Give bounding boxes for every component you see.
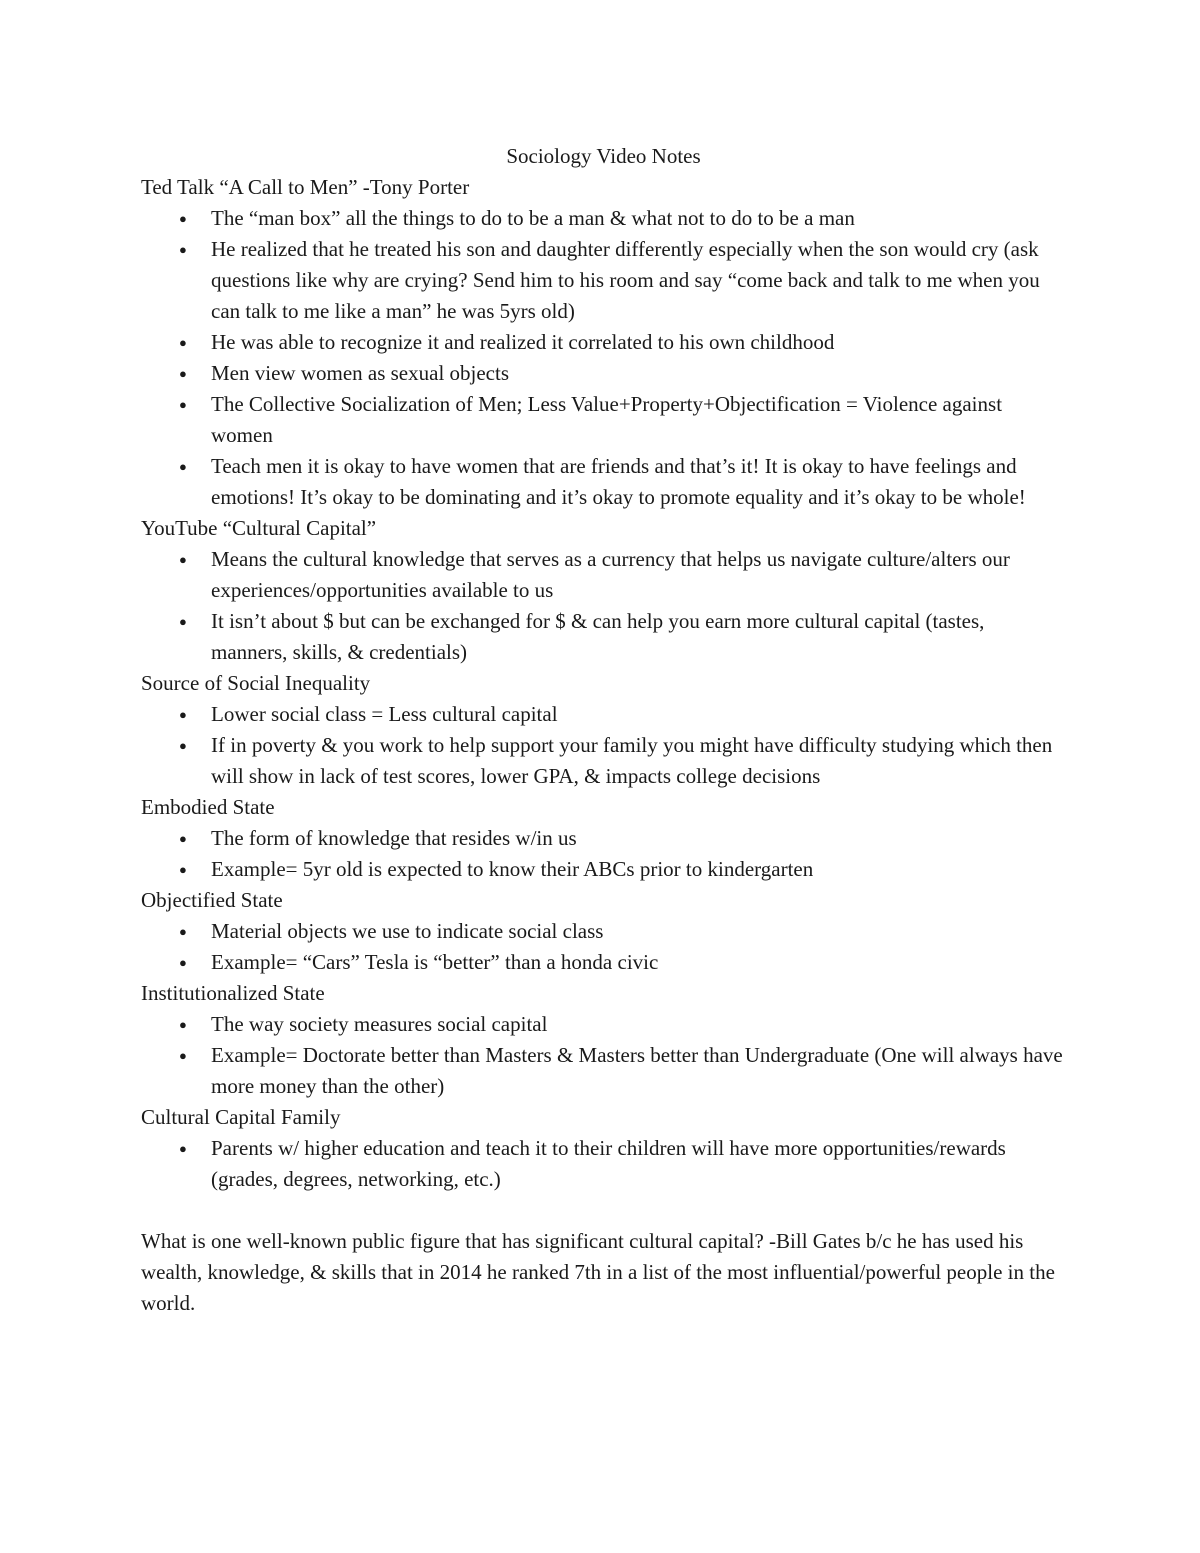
bullet-icon: ● bbox=[179, 459, 187, 474]
list-item bbox=[179, 451, 1066, 513]
bullet-icon: ● bbox=[179, 831, 187, 846]
list-item-text: He was able to recognize it and realized it correlated to his own childhood bbox=[211, 330, 835, 354]
list-item bbox=[179, 327, 1066, 358]
bullet-list bbox=[141, 203, 1066, 513]
list-item-text: He realized that he treated his son and daughter differently especially when the son would cry (ask questions like why are crying? Send him to his room and say “come back and talk to me when you can talk to me like a man” he was 5yrs old) bbox=[211, 237, 1040, 323]
bullet-icon: ● bbox=[179, 707, 187, 722]
blank-line bbox=[141, 1195, 1066, 1226]
list-item bbox=[179, 234, 1066, 327]
bullet-icon: ● bbox=[179, 552, 187, 567]
bullet-list bbox=[141, 544, 1066, 668]
bullet-list bbox=[141, 1133, 1066, 1195]
section-objectified-state bbox=[141, 885, 1066, 978]
section-social-inequality bbox=[141, 668, 1066, 792]
section-heading: Institutionalized State bbox=[141, 981, 325, 1005]
section-youtube-cultural-capital bbox=[141, 513, 1066, 668]
section-heading: Source of Social Inequality bbox=[141, 671, 371, 695]
list-item bbox=[179, 699, 1066, 730]
list-item-text: Lower social class = Less cultural capital bbox=[211, 702, 558, 726]
list-item bbox=[179, 916, 1066, 947]
bullet-icon: ● bbox=[179, 1017, 187, 1032]
bullet-icon: ● bbox=[179, 242, 187, 257]
section-cultural-capital-family bbox=[141, 1102, 1066, 1195]
list-item-text: Material objects we use to indicate social class bbox=[211, 919, 604, 943]
list-item bbox=[179, 606, 1066, 668]
bullet-icon: ● bbox=[179, 924, 187, 939]
section-heading: Cultural Capital Family bbox=[141, 1105, 341, 1129]
bullet-icon: ● bbox=[179, 1048, 187, 1063]
list-item-text: If in poverty & you work to help support your family you might have difficulty studying which then will show in lack of test scores, lower GPA, & impacts college decisions bbox=[211, 733, 1053, 788]
list-item-text: Example= 5yr old is expected to know their ABCs prior to kindergarten bbox=[211, 857, 814, 881]
section-heading: YouTube “Cultural Capital” bbox=[141, 516, 377, 540]
section-heading: Ted Talk “A Call to Men” -Tony Porter bbox=[141, 175, 470, 199]
bullet-list bbox=[141, 699, 1066, 792]
list-item-text: Men view women as sexual objects bbox=[211, 361, 510, 385]
bullet-icon: ● bbox=[179, 955, 187, 970]
list-item-text: Example= Doctorate better than Masters & Masters better than Undergraduate (One will always have more money than the other) bbox=[211, 1043, 1063, 1098]
list-item bbox=[179, 389, 1066, 451]
bullet-icon: ● bbox=[179, 397, 187, 412]
list-item bbox=[179, 947, 1066, 978]
document-title: Sociology Video Notes bbox=[506, 144, 701, 168]
bullet-icon: ● bbox=[179, 862, 187, 877]
list-item bbox=[179, 854, 1066, 885]
list-item bbox=[179, 1009, 1066, 1040]
list-item bbox=[179, 730, 1066, 792]
list-item-text: The Collective Socialization of Men; Less Value+Property+Objectification = Violence against women bbox=[211, 392, 1003, 447]
section-institutionalized-state bbox=[141, 978, 1066, 1102]
bullet-list bbox=[141, 823, 1066, 885]
bullet-icon: ● bbox=[179, 335, 187, 350]
section-heading: Embodied State bbox=[141, 795, 275, 819]
list-item bbox=[179, 1040, 1066, 1102]
list-item-text: The “man box” all the things to do to be a man & what not to do to be a man bbox=[211, 206, 855, 230]
section-embodied-state bbox=[141, 792, 1066, 885]
bullet-icon: ● bbox=[179, 1141, 187, 1156]
list-item-text: Means the cultural knowledge that serves as a currency that helps us navigate culture/alters our experiences/opportunities available to us bbox=[211, 547, 1010, 602]
list-item-text: The way society measures social capital bbox=[211, 1012, 548, 1036]
bullet-icon: ● bbox=[179, 211, 187, 226]
list-item bbox=[179, 1133, 1066, 1195]
list-item-text: The form of knowledge that resides w/in us bbox=[211, 826, 577, 850]
section-ted-talk bbox=[141, 172, 1066, 513]
document-page bbox=[141, 141, 1066, 1319]
bullet-icon: ● bbox=[179, 366, 187, 381]
list-item-text: Parents w/ higher education and teach it to their children will have more opportunities/rewards (grades, degrees, networking, etc.) bbox=[211, 1136, 1006, 1191]
list-item bbox=[179, 823, 1066, 854]
list-item bbox=[179, 358, 1066, 389]
list-item-text: Example= “Cars” Tesla is “better” than a honda civic bbox=[211, 950, 659, 974]
reflection-question: What is one well-known public figure that has significant cultural capital? -Bill Gates b/c he has used his wealth, knowledge, & skills that in 2014 he ranked 7th in a list of the most influential/powerful people in the world. bbox=[141, 1229, 1055, 1315]
bullet-icon: ● bbox=[179, 614, 187, 629]
list-item bbox=[179, 544, 1066, 606]
bullet-icon: ● bbox=[179, 738, 187, 753]
bullet-list bbox=[141, 916, 1066, 978]
bullet-list bbox=[141, 1009, 1066, 1102]
section-heading: Objectified State bbox=[141, 888, 283, 912]
list-item-text: Teach men it is okay to have women that are friends and that’s it! It is okay to have feelings and emotions! It’s okay to be dominating and it’s okay to promote equality and it’s okay to be whole! bbox=[211, 454, 1026, 509]
list-item bbox=[179, 203, 1066, 234]
list-item-text: It isn’t about $ but can be exchanged for $ & can help you earn more cultural capital (tastes, manners, skills, & credentials) bbox=[211, 609, 985, 664]
